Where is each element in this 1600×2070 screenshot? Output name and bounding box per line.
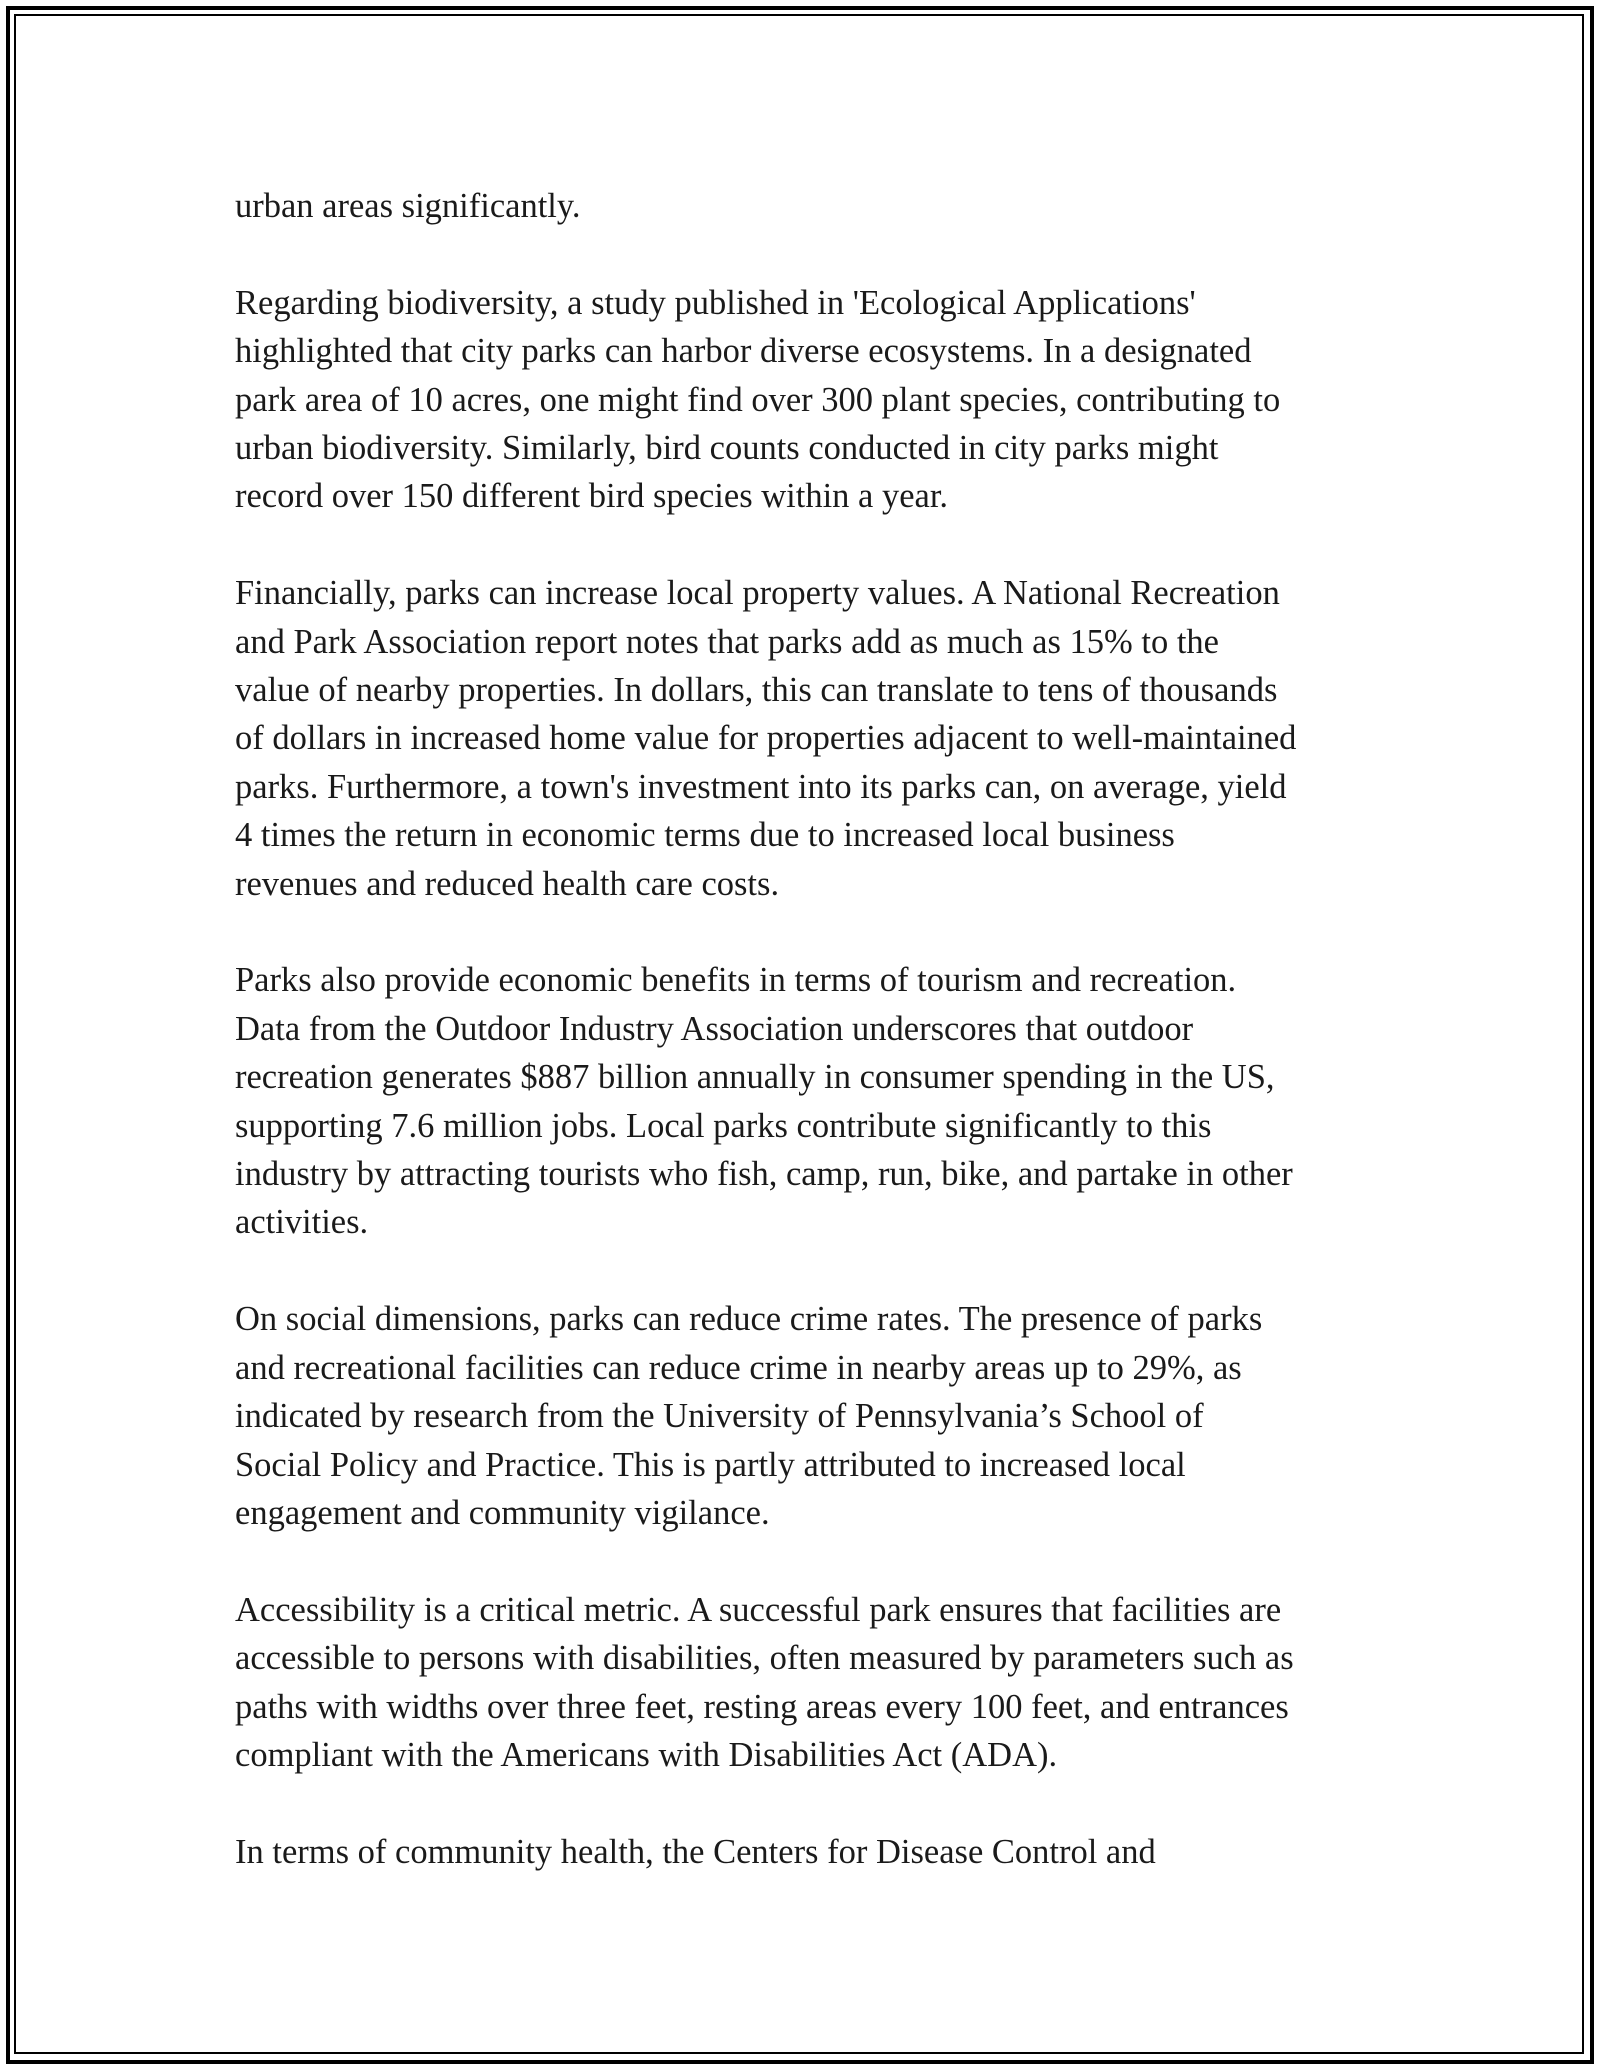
text-line: record over 150 different bird species within a year. — [235, 477, 949, 516]
text-line: accessible to persons with disabilities, often measured by parameters such as — [235, 1639, 1294, 1678]
text-line: supporting 7.6 million jobs. Local parks contribute significantly to this — [235, 1106, 1212, 1145]
text-line: parks. Furthermore, a town's investment into its parks can, on average, yield — [235, 767, 1287, 806]
paragraph — [235, 279, 1375, 521]
paragraph — [235, 569, 1375, 908]
text-line: and Park Association report notes that parks add as much as 15% to the — [235, 622, 1219, 661]
text-line: indicated by research from the University of Pennsylvania’s School of — [235, 1397, 1204, 1436]
text-line: paths with widths over three feet, resting areas every 100 feet, and entrances — [235, 1687, 1289, 1726]
text-line: On social dimensions, parks can reduce crime rates. The presence of parks — [235, 1300, 1263, 1339]
paragraph — [235, 1295, 1375, 1537]
paragraph — [235, 1586, 1375, 1780]
text-line: 4 times the return in economic terms due to increased local business — [235, 816, 1175, 855]
text-line: park area of 10 acres, one might find over 300 plant species, contributing to — [235, 380, 1281, 419]
text-line: urban areas significantly. — [235, 187, 581, 225]
text-line: activities. — [235, 1203, 369, 1242]
text-line: of dollars in increased home value for properties adjacent to well-maintained — [235, 719, 1297, 758]
text-line: urban biodiversity. Similarly, bird counts conducted in city parks might — [235, 429, 1219, 468]
text-line: Parks also provide economic benefits in terms of tourism and recreation. — [235, 961, 1237, 1000]
text-line: compliant with the Americans with Disabilities Act (ADA). — [235, 1735, 1058, 1774]
text-line: Accessibility is a critical metric. A successful park ensures that facilities are — [235, 1590, 1282, 1629]
text-line: recreation generates $887 billion annually in consumer spending in the US, — [235, 1058, 1275, 1097]
paragraph — [235, 182, 1375, 230]
paragraph — [235, 1828, 1375, 1876]
text-line: industry by attracting tourists who fish, camp, run, bike, and partake in other — [235, 1155, 1293, 1194]
text-line: engagement and community vigilance. — [235, 1493, 770, 1532]
text-line: revenues and reduced health care costs. — [235, 864, 780, 903]
text-line: In terms of community health, the Centers for Disease Control and — [235, 1832, 1156, 1871]
text-line: Data from the Outdoor Industry Association underscores that outdoor — [235, 1009, 1194, 1048]
text-line: Social Policy and Practice. This is partly attributed to increased local — [235, 1445, 1186, 1484]
text-line: highlighted that city parks can harbor diverse ecosystems. In a designated — [235, 332, 1252, 371]
document-body — [235, 182, 1375, 1876]
text-line: and recreational facilities can reduce crime in nearby areas up to 29%, as — [235, 1348, 1242, 1387]
text-line: value of nearby properties. In dollars, this can translate to tens of thousands — [235, 671, 1278, 710]
text-line: Regarding biodiversity, a study published in 'Ecological Applications' — [235, 283, 1196, 322]
paragraph — [235, 956, 1375, 1246]
text-line: Financially, parks can increase local property values. A National Recreation — [235, 574, 1280, 613]
